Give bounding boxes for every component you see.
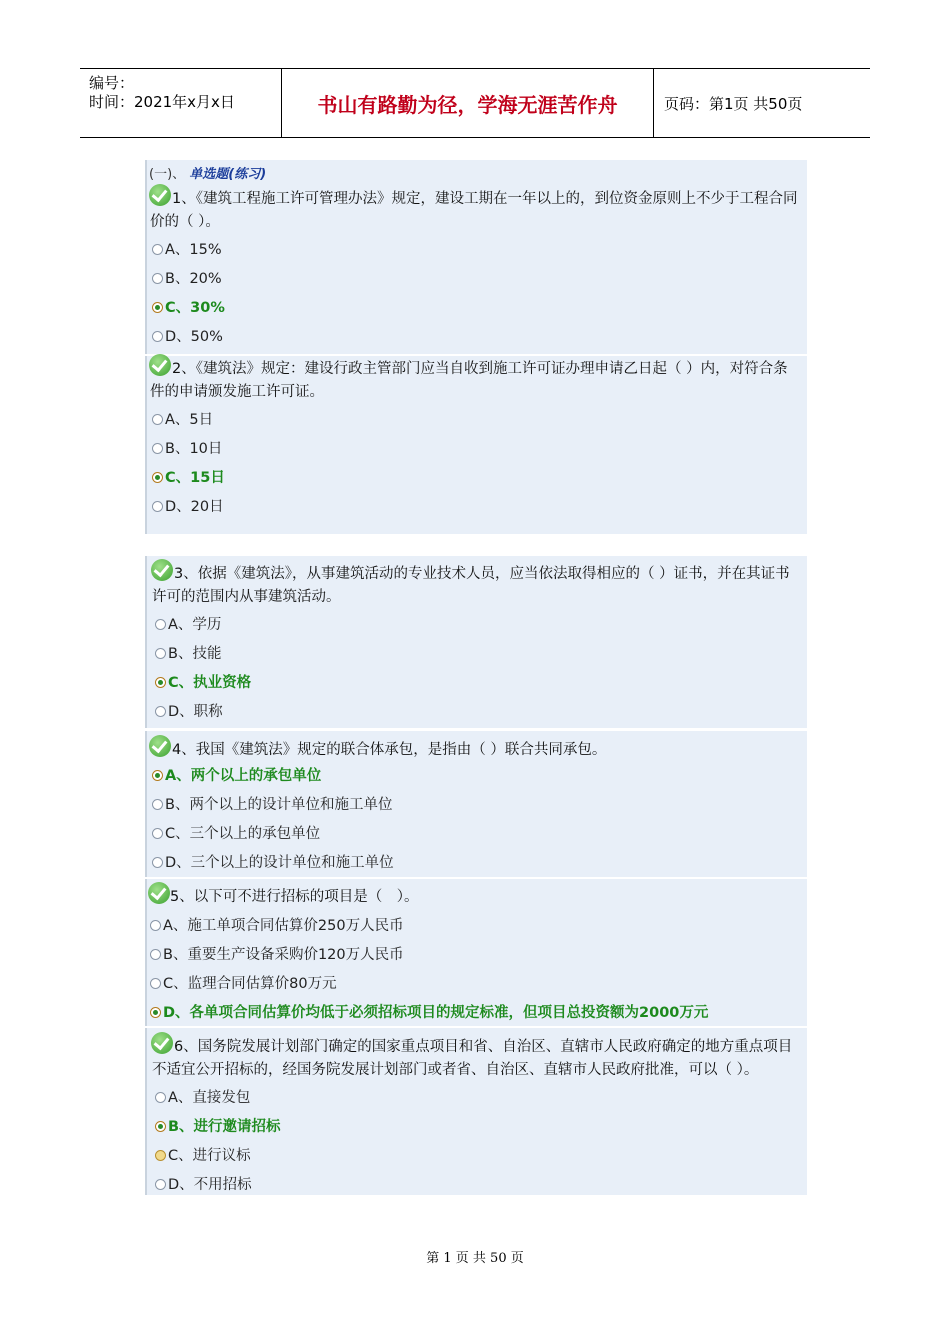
header-meta bbox=[80, 69, 282, 137]
option-a[interactable]: A、学历 bbox=[155, 615, 221, 635]
radio-icon[interactable] bbox=[152, 501, 163, 512]
radio-icon[interactable] bbox=[155, 1092, 166, 1103]
option-c[interactable]: C、监理合同估算价80万元 bbox=[150, 974, 337, 994]
option-a[interactable]: A、15% bbox=[152, 240, 222, 260]
option-a[interactable]: A、两个以上的承包单位 bbox=[152, 766, 321, 786]
radio-icon[interactable] bbox=[152, 273, 163, 284]
radio-selected-icon[interactable] bbox=[150, 1007, 161, 1018]
option-b[interactable]: B、10日 bbox=[152, 439, 222, 459]
radio-icon[interactable] bbox=[150, 978, 161, 989]
question-text: 2、《建筑法》规定：建设行政主管部门应当自收到施工许可证办理申请乙日起（ ）内，对符合条件的申请颁发施工许可证。 bbox=[150, 361, 788, 400]
question-text: 5、以下可不进行招标的项目是（ ）。 bbox=[170, 889, 419, 905]
radio-icon[interactable] bbox=[150, 920, 161, 931]
radio-icon[interactable] bbox=[155, 648, 166, 659]
option-a[interactable]: A、5日 bbox=[152, 410, 213, 430]
header-motto-cell bbox=[282, 69, 654, 137]
option-d[interactable]: D、50% bbox=[152, 327, 223, 347]
radio-icon[interactable] bbox=[152, 857, 163, 868]
option-b[interactable]: B、重要生产设备采购价120万人民币 bbox=[150, 945, 404, 965]
option-d[interactable]: D、三个以上的设计单位和施工单位 bbox=[152, 853, 394, 873]
radio-icon[interactable] bbox=[152, 244, 163, 255]
option-b[interactable]: B、技能 bbox=[155, 644, 221, 664]
option-c[interactable]: C、执业资格 bbox=[155, 673, 251, 693]
option-a[interactable]: A、施工单项合同估算价250万人民币 bbox=[150, 916, 404, 936]
radio-selected-icon[interactable] bbox=[155, 1121, 166, 1132]
option-a[interactable]: A、直接发包 bbox=[155, 1088, 250, 1108]
radio-icon[interactable] bbox=[152, 828, 163, 839]
radio-icon[interactable] bbox=[152, 799, 163, 810]
radio-icon[interactable] bbox=[150, 949, 161, 960]
motto: 书山有路勤为径，学海无涯苦作舟 bbox=[317, 92, 618, 117]
radio-icon[interactable] bbox=[155, 1179, 166, 1190]
radio-icon[interactable] bbox=[155, 619, 166, 630]
option-b[interactable]: B、两个以上的设计单位和施工单位 bbox=[152, 795, 392, 815]
section-heading: 单选题(练习) bbox=[189, 167, 267, 182]
radio-icon[interactable] bbox=[152, 443, 163, 454]
option-c[interactable]: C、进行议标 bbox=[155, 1146, 251, 1166]
option-c[interactable]: C、15日 bbox=[152, 468, 225, 488]
option-d[interactable]: D、20日 bbox=[152, 497, 224, 517]
radio-selected-icon[interactable] bbox=[152, 302, 163, 313]
page-footer: 第 1 页 共 50 页 bbox=[426, 1251, 524, 1266]
radio-selected-icon[interactable] bbox=[152, 472, 163, 483]
section-prefix: (一)、 bbox=[149, 167, 186, 182]
option-d[interactable]: D、职称 bbox=[155, 702, 223, 722]
radio-selected-icon[interactable] bbox=[152, 770, 163, 781]
radio-selected-icon[interactable] bbox=[155, 677, 166, 688]
time-label: 时间：2021年x月x日 bbox=[89, 93, 235, 111]
option-b[interactable]: B、20% bbox=[152, 269, 222, 289]
header-page-cell bbox=[654, 69, 870, 137]
question-text: 1、《建筑工程施工许可管理办法》规定，建设工期在一年以上的，到位资金原则上不少于工程合同价的（ ）。 bbox=[150, 191, 798, 230]
question-text: 3、依据《建筑法》，从事建筑活动的专业技术人员，应当依法取得相应的（ ）证书，并在其证书许可的范围内从事建筑活动。 bbox=[152, 566, 790, 605]
option-c[interactable]: C、三个以上的承包单位 bbox=[152, 824, 320, 844]
option-b[interactable]: B、进行邀请招标 bbox=[155, 1117, 281, 1137]
radio-icon[interactable] bbox=[152, 331, 163, 342]
question-text: 4、我国《建筑法》规定的联合体承包，是指由（ ）联合共同承包。 bbox=[172, 742, 607, 758]
code-label: 编号： bbox=[89, 74, 135, 92]
radio-icon[interactable] bbox=[155, 706, 166, 717]
page-info: 页码：第1页 共50页 bbox=[664, 94, 803, 113]
document-header bbox=[80, 68, 870, 138]
question-text: 6、国务院发展计划部门确定的国家重点项目和省、自治区、直辖市人民政府确定的地方重点项目不适宜公开招标的，经国务院发展计划部门或者省、自治区、直辖市人民政府批准，可以（ ）。 bbox=[152, 1039, 793, 1078]
option-d[interactable]: D、各单项合同估算价均低于必须招标项目的规定标准，但项目总投资额为2000万元 bbox=[150, 1003, 708, 1023]
option-d[interactable]: D、不用招标 bbox=[155, 1175, 252, 1195]
radio-icon[interactable] bbox=[152, 414, 163, 425]
radio-icon[interactable] bbox=[155, 1150, 166, 1161]
section-title bbox=[149, 163, 266, 182]
option-c[interactable]: C、30% bbox=[152, 298, 225, 318]
